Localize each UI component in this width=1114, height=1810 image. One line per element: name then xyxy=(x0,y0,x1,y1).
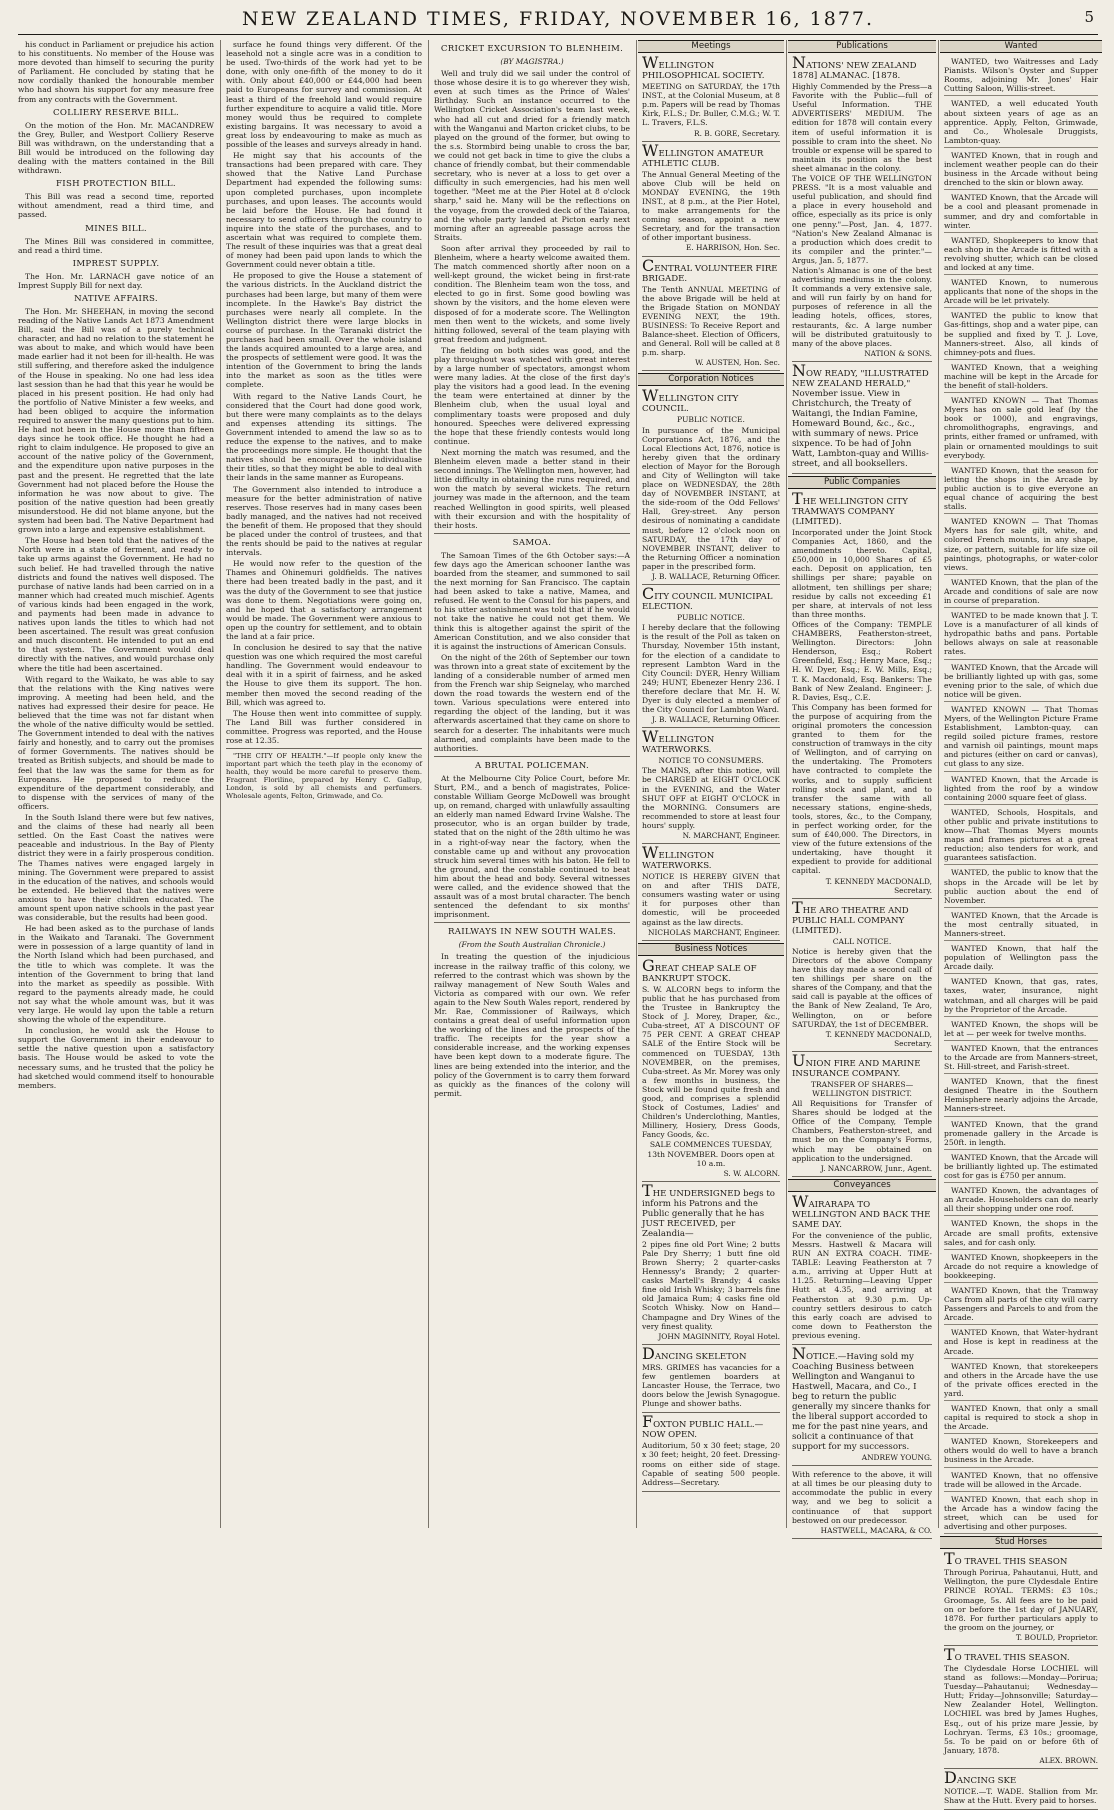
article-text: The fielding on both sides was good, and the play throughout was watched with great interest by a large number of spectators, amongst whom were many ladies. At the close of the first day's play the visitors had a good lead. In the evening the team were entertained at dinner by the Blenheim club, when the usual loyal and complimentary toasts were proposed and duly honoured. Speeches were delivered expressing the hope that these friendly contests would long continue. xyxy=(434,345,630,446)
article-text: He proposed to give the House a statement of the various districts. In the Auckland district the purchases had been large, but many of them were incomplete. In the Hawke's Bay district the purchases were nearly all complete. In the Wellington district there were large blocks in course of purchase. In the Taranaki district the purchases had been small. Over the whole island the lands acquired amounted to a large area, and the prospects of settlement were good. It was the intention of the Government to bring the lands into the market as soon as the titles were complete. xyxy=(226,271,422,390)
ad-heading: DANCING SKE xyxy=(944,1768,1017,1787)
ad-signature: J. B. WALLACE, Returning Officer. xyxy=(651,715,780,725)
ad-signature: N. MARCHANT, Engineer. xyxy=(682,831,780,840)
wanted-ad: WANTED KNOWN — That Thomas Myers has on sale gold leaf (by the book or 1000), and engravings, chromolithographs, engravings, and prints, either framed or unframed, with plain or ornamented mouldings to suit everybody. xyxy=(944,395,1098,463)
ad-body: NOTICE IS HEREBY GIVEN that on and after THIS DATE, consumers wasting water or using it for purposes other than domestic, will be proceeded against as the law directs. xyxy=(642,872,780,927)
wanted-ad: WANTED Known, that the entrances to the Arcade are from Manners-street, St. Hill-street, and Farish-street. xyxy=(944,1043,1098,1074)
article-text: In the South Island there were but few natives, and the claims of these had nearly all been settled. On the East Coast the natives were peaceable and industrious. In the Bay of Plenty district they were in a fairly prosperous condition. The Thames natives were engaged largely in mining. The Government were prepared to assist in the education of the natives, and schools would be extended. He believed that the natives were anxious to have their children educated. The amount spent upon native schools in the past year was considerable, but the results had been good. xyxy=(18,813,214,923)
ad-signature: T. KENNEDY MACDONALD, Secretary. xyxy=(825,876,932,895)
article-text: The House had been told that the natives of the North were in a state of ferment, and ready to take up arms against the Government. He had no such belief. He had travelled through the native districts and found the natives well disposed. The purchase of native lands had been carried on in a manner which had created much mischief. Agents of various kinds had been engaged in the work, and payments had been made in advance to natives upon lands the titles to which had not been ascertained. The result was great confusion and much discontent. He intended to put an end to that system. The Government would deal directly with the natives, and would purchase only where the title had been ascertained. xyxy=(18,536,214,673)
ad-subheading: CALL NOTICE. xyxy=(832,936,892,946)
ad-signature: W. AUSTEN, Hon. Sec. xyxy=(695,358,780,368)
divider xyxy=(226,748,422,749)
article-text: The Mines Bill was considered in committee, and read a third time. xyxy=(18,236,214,255)
section-banner-wanted: Wanted xyxy=(940,40,1102,53)
column-4 xyxy=(642,40,787,1528)
article-text: The Government also intended to introduce a measure for the better administration of native reserves. Those reserves had in many cases been badly managed, and the natives had not received the benefit of them. He proposed that they should be placed under the control of trustees, and that the rents should be paid to the natives at regular intervals. xyxy=(226,484,422,558)
advertisement xyxy=(792,489,932,899)
advertisement xyxy=(792,1191,932,1345)
ad-signature: T. BOULD, Proprietor. xyxy=(1015,1632,1098,1642)
wanted-ad: WANTED Known, that the Arcade will be brilliantly lighted up. The estimated cost for gas is £750 per annum. xyxy=(944,1152,1098,1183)
article-text: Well and truly did we sail under the control of those whose desire it is to go wherever they wish, even at such times as the Prince of Wales' Birthday. Such an instance occurred to the Wellington Cricket Association's team last week, who had all cut and dried for a friendly match with the Wanganui and Marton cricket clubs, to be played on the ground of the former, but owing to the s.s. Stormbird being unable to cross the bar, we could not get back in time to give the clubs a chance of friendly combat, but their commendable secretary, who is never at a loss to get over a difficulty in such emergencies, had his men well together. "Meet me at the Pier Hotel at 8 o'clock sharp," said he. Many will be the reflections on the voyage, from the crowded deck of the Taiaroa, and the whole party landed at Picton early next morning after an agreeable passage across the Straits. xyxy=(434,69,630,242)
ad-heading: THE WELLINGTON CITY TRAMWAYS COMPANY (LIMITED). xyxy=(792,489,908,527)
wanted-ad: WANTED Known, that Water-hydrant and Hose is kept in readiness at the Arcade. xyxy=(944,1327,1098,1358)
section-banner-publications: Publications xyxy=(788,40,936,53)
article-text: Next morning the match was resumed, and the Blenheim eleven made a better stand in their second innings. The Wellington men, however, had little difficulty in obtaining the runs required, and won the match by several wickets. The return journey was made in the afternoon, and the team reached Wellington in good spirits, well pleased with their excursion and with the hospitality of their hosts. xyxy=(434,447,630,530)
ad-body: Nation's Almanac is one of the best advertising mediums in the colony. It commands a very extensive sale, and will run fairly by on hand for purposes of reference in all the leading hotels, offices, stores, restaurants, &c. A large number will be distributed gratuitously to many of the above places. xyxy=(792,265,932,348)
wanted-ad: WANTED Known, that the Tramway Cars from all parts of the city will carry Passengers and Parcels to and from the Arcade. xyxy=(944,1285,1098,1325)
article-text: In conclusion, he would ask the House to support the Government in their endeavour to settle the native question upon a satisfactory basis. The House would be asked to vote the necessary sums, and he trusted that the policy he had sketched would commend itself to honourable members. xyxy=(18,1026,214,1090)
wanted-ad: WANTED Known, that the grand promenade gallery in the Arcade is 250ft. in length. xyxy=(944,1119,1098,1150)
section-banner-companies: Public Companies xyxy=(788,476,936,489)
wanted-ad: WANTED Known, that gas, rates, taxes, water, insurance, night watchman, and all charges will be paid by the Proprietor of the Arcade. xyxy=(944,976,1098,1016)
advertisement xyxy=(944,1768,1098,1810)
advertisement xyxy=(792,53,932,362)
article-text: At the Melbourne City Police Court, before Mr. Sturt, P.M., and a bench of magistrates, Police-constable William George McDowell was brought up, on remand, charged with unlawfully assaulting an elderly man named Edward Irvine Walshe. The prosecutor, who is an organ builder by trade, stated that on the night of the 28th ultimo he was in a right-of-way near the factory, when the constable came up and without any provocation struck him several times with his baton. He fell to the ground, and the constable continued to beat him about the head and body. Several witnesses were called, and the evidence showed that the assault was of a most brutal character. The bench sentenced the defendant to six months' imprisonment. xyxy=(434,773,631,920)
wanted-ad: WANTED, two Waitresses and Lady Pianists. Wilson's Oyster and Supper Rooms, adjoining Mr. Jones' Hair Cutting Saloon, Willis-street. xyxy=(944,56,1098,96)
ad-body: Offices of the Company: TEMPLE CHAMBERS, Featherston-street, Wellington. Directors: John Henderson, Esq.; Robert Greenfield, Esq.; Henry Mace, Esq.; H. W. Dyer, Esq.; E. W. Mills, Esq.; T. K. Macdonald, Esq. Bankers: The Bank of New Zealand. Engineer: J. R. Davies, Esq., C.E. xyxy=(792,619,932,702)
wanted-ad: WANTED Known, that half the population of Wellington pass the Arcade daily. xyxy=(944,943,1098,974)
article-text: He had been asked as to the purchase of lands in the Waikato and Taranaki. The Government were in possession of a large quantity of land in the North Island which had been purchased, and the title to which was complete. It was the intention of the Government to bring that land into the market as speedily as possible. With regard to the payments already made, he could not say what the whole amount was, but it was very large. He would lay upon the table a return showing the whole of the expenditure. xyxy=(18,924,214,1025)
wanted-ad: WANTED Known, shopkeepers in the Arcade do not require a knowledge of bookkeeping. xyxy=(944,1252,1098,1283)
article-text: This Bill was read a second time, reported without amendment, read a third time, and passed. xyxy=(18,192,214,220)
ad-signature: E. HARRISON, Hon. Sec. xyxy=(685,243,780,253)
ad-body: All Requisitions for Transfer of Shares should be lodged at the Office of the Company, Temple Chambers, Featherston-street, and must be on the Company's Forms, which may be obtained on application to the undersigned. xyxy=(792,1099,932,1163)
wanted-ad: WANTED Known, that the Arcade is the most centrally situated, in Manners-street. xyxy=(944,910,1098,941)
wanted-ad: WANTED KNOWN — That Thomas Myers, of the Wellington Picture Frame Establishment, Lambton-quay, can regild soiled picture frames, restore and varnish oil paintings, mount maps and pictures (either on card or canvas), cut glass to any size. xyxy=(944,704,1098,772)
article-text: In treating the question of the injudicious increase in the railway traffic of this colony, we referred to the contrast which was shown by the railway management of New South Wales and Victoria as compared with our own. We refer again to the New South Wales report, rendered by Mr. Rae, Commissioner of Railways, which contains a great deal of useful information upon the working of the lines and the prospects of the traffic. The receipts for the year show a considerable increase, and the working expenses have been kept down to a moderate figure. The lines are being extended into the interior, and the policy of the Government is to carry them forward as quickly as the finances of the colony will permit. xyxy=(434,952,630,1098)
ad-signature: R. B. GORE, Secretary. xyxy=(694,128,780,138)
section-heading: FISH PROTECTION BILL. xyxy=(56,179,176,190)
ad-body: MEETING on SATURDAY, the 17th INST., at the Colonial Museum, at 8 p.m. Papers will be read by Thomas Kirk, F.L.S.; Dr. Buller, C.M.G.; W. T. L. Travers, F.L.S. xyxy=(642,82,780,128)
wanted-ad: WANTED Known, that the plan of the Arcade and conditions of sale are now in course of preparation. xyxy=(944,577,1098,608)
divider xyxy=(434,756,630,757)
ad-subheading: PUBLIC NOTICE. xyxy=(677,613,745,623)
ad-heading: NATIONS' NEW ZEALAND 1878] ALMANAC. [1878. xyxy=(792,53,917,82)
article-text: his conduct in Parliament or prejudice his action to his constituents. No member of the House was more devoted than himself to securing the purity of Parliament. He concluded by stating that he now cordially thanked the honourable member who had shown his support for any measure free from any contracts with the Government. xyxy=(18,40,214,104)
advertisement xyxy=(642,140,780,257)
ad-body: The MAINS, after this notice, will be CHARGED at EIGHT O'CLOCK in the EVENING, and the Water SHUT OFF at EIGHT O'CLOCK in the MORNING. Consumers are recommended to store at least four hours' supply. xyxy=(642,766,780,830)
article-text: The Hon. Mr. LARNACH gave notice of an Imprest Supply Bill for next day. xyxy=(18,271,214,290)
column-1 xyxy=(18,40,221,1528)
divider xyxy=(434,533,630,534)
footnote-text: "THE CITY OF HEALTH."—If people only knew the important part which the teeth play in the economy of health, they would be more careful to preserve them. Fragrant Floriline, prepared by Henry C. Gallup, London, is sold by all chemists and perfumers. Wholesale agents, Felton, Grimwade, and Co. xyxy=(226,752,422,801)
advertisement xyxy=(642,584,780,728)
divider xyxy=(434,922,630,923)
advertisement xyxy=(642,255,780,372)
ad-heading: NOW READY, "ILLUSTRATED NEW ZEALAND HERALD," November issue. View in Christchurch, the Treaty of Waitangi, the Indian Famine, Homeward Bound, &c., &c., with summary of news. Price sixpence. To be had of John Watt, Lambton-quay and Willis-street, and all booksellers. xyxy=(792,360,929,469)
advertisement xyxy=(944,1644,1098,1769)
section-banner-business: Business Notices xyxy=(638,943,784,956)
advertisement xyxy=(642,53,780,142)
advertisement xyxy=(642,1412,780,1491)
ad-heading: GREAT CHEAP SALE OF BANKRUPT STOCK. xyxy=(642,955,757,984)
wanted-ad: WANTED Known, to numerous applicants that none of the shops in the Arcade will be let privately. xyxy=(944,277,1098,308)
ad-body: Through Porirua, Pahautanui, Hutt, and Wellington, the pure Clydesdale Entire PRINCE ROYAL. TERMS: £3 10s.; Groomage, 5s. All fees are to be paid on or before the 1st day of JANUARY, 1878. For further particulars apply to the groom on the journey, or xyxy=(944,1568,1098,1632)
byline: (BY MAGISTRA.) xyxy=(500,57,564,66)
ad-heading: WAIRARAPA TO WELLINGTON AND BACK THE SAME DAY. xyxy=(792,1191,931,1230)
ad-signature: HASTWELL, MACARA, & CO. xyxy=(820,1525,932,1535)
wanted-ad: WANTED the public to know that Gas-fittings, shop and a water pipe, can be supplied and fixed by T. J. Love, Manners-street. Also, all kinds of chimney-pots and flues. xyxy=(944,310,1098,359)
column-5 xyxy=(792,40,939,1535)
article-text: With regard to the Native Lands Court, he considered that the Court had done good work, but there were many complaints as to the delays and expenses attending its sittings. The Government intended to amend the law so as to reduce the expense to the natives, and to make the proceedings more simple. He thought that the natives should be encouraged to individualise their titles, so that they might be able to deal with their lands in the same manner as Europeans. xyxy=(226,391,422,483)
ad-signature: JOHN MAGINNITY, Royal Hotel. xyxy=(658,1331,780,1341)
ad-heading: CITY COUNCIL MUNICIPAL ELECTION. xyxy=(642,584,773,613)
wanted-ad: WANTED to be made known that J. T. Love is a manufacturer of all kinds of hydropathic baths and pans. Portable bellows always on sale at reasonable rates. xyxy=(944,610,1098,659)
advertisement xyxy=(642,727,780,844)
article-text: In conclusion he desired to say that the native question was one which required the most careful handling. The Government would endeavour to deal with it in a spirit of fairness, and he asked the House to give them its support. The hon. member then moved the second reading of the Bill, which was agreed to. xyxy=(226,643,422,707)
ad-signature: ANDREW YOUNG. xyxy=(861,1453,932,1463)
masthead xyxy=(18,4,1098,35)
section-banner-corporation: Corporation Notices xyxy=(638,373,784,386)
ad-signature: J. NANCARROW, Junr., Agent. xyxy=(820,1163,932,1173)
ad-body: This Company has been formed for the purpose of acquiring from the original promoters the concession granted to them for the construction of tramways in the city of Wellington, and of carrying on the undertaking. The Promoters have contracted to complete the works, and to supply sufficient rolling stock and plant, and to transfer the same with all necessary stations, engine-sheds, tools, stores, &c., to the Company, in perfect working order, for the sum of £40,000. The Directors, in view of the future extensions of the undertaking, have thought it expedient to provide for additional capital. xyxy=(792,702,932,876)
ad-body: Auditorium, 50 x 30 feet; stage, 20 x 30 feet; height, 20 feet. Dressing-rooms on either side of stage. Capable of seating 500 people. Address—Secretary. xyxy=(642,1441,780,1487)
advertisement xyxy=(642,386,780,585)
ad-subheading: PUBLIC NOTICE. xyxy=(677,415,745,425)
section-heading: MINES BILL. xyxy=(85,223,147,234)
ad-body: For the convenience of the public, Messrs. Hastwell & Macara will RUN AN EXTRA COACH. TIME-TABLE: Leaving Featherston at 7 a.m., arriving at Upper Hutt at 11.25. Returning—Leaving Upper Hutt at 4.35, and arriving at Featherston at 9.30 p.m. Up-country settlers desirous to catch this early coach are advised to come down to Featherston the previous evening. xyxy=(792,1230,932,1340)
wanted-list xyxy=(944,56,1098,1534)
article-headline: A BRUTAL POLICEMAN. xyxy=(474,760,590,771)
wanted-ad: WANTED Known, that no offensive trade will be allowed in the Arcade. xyxy=(944,1470,1098,1492)
advertisement xyxy=(642,1343,780,1413)
ad-heading: UNION FIRE AND MARINE INSURANCE COMPANY. xyxy=(792,1050,921,1079)
ad-heading: WELLINGTON CITY COUNCIL. xyxy=(642,386,739,415)
wanted-ad: WANTED Known, Storekeepers and others would do well to have a branch business in the Arcade. xyxy=(944,1436,1098,1467)
advertisement xyxy=(642,955,780,1182)
article-text: He would now refer to the question of the Thames and Ohinemuri goldfields. The natives there had been treated badly in the past, and it was the duty of the Government to see that justice was done to them. Negotiations were going on, and he hoped that a satisfactory arrangement would be made. The Government were anxious to open up the country for settlement, and to obtain the land at a fair price. xyxy=(226,559,422,641)
ad-heading: WELLINGTON AMATEUR ATHLETIC CLUB. xyxy=(642,140,764,169)
ad-heading: TO TRAVEL THIS SEASON xyxy=(944,1549,1068,1569)
ad-body: Incorporated under the Joint Stock Companies Act, 1860, and the amendments thereto. Capital, £50,000 in 10,000 Shares of £5 each. Deposit on application, ten shillings per share; payable on allotment, ten shillings per share; residue by calls not exceeding £1 per share, at intervals of not less than three months. xyxy=(792,528,932,619)
ad-subheading: SALE COMMENCES TUESDAY, 13th NOVEMBER. Doors open at 10 a.m. xyxy=(647,1140,775,1168)
ad-heading: FOXTON PUBLIC HALL.—NOW OPEN. xyxy=(642,1412,764,1441)
ad-heading: TO TRAVEL THIS SEASON. xyxy=(944,1644,1070,1664)
section-heading: COLLIERY RESERVE BILL. xyxy=(52,107,180,118)
article-text: On the night of the 26th of September our town was thrown into a great state of excitement by the landing of a considerable number of armed men from the French war ship Seignelay, who marched down the road towards the western end of the town. Various speculations were entered into regarding the object of the landing, but it was afterwards ascertained that they came on shore to search for a deserter. The inhabitants were much alarmed, and complaints have been made to the authorities. xyxy=(434,652,630,753)
wanted-ad: WANTED Known, the advantages of an Arcade. Householders can do nearly all their shopping under one roof. xyxy=(944,1185,1098,1216)
article-text: Soon after arrival they proceeded by rail to Blenheim, where a hearty welcome awaited them. The match commenced shortly after noon on a well-kept ground, the wicket being in first-rate condition. The Blenheim team won the toss, and elected to go in first. Some good bowling was shown by the visitors, and the home eleven were disposed of for a moderate score. The Wellington men then went to the wickets, and some lively hitting followed, several of the team playing with great freedom and judgment. xyxy=(434,243,630,344)
article-text: He might say that his accounts of the transactions had been prepared with care. They showed that the Native Land Purchase Department had expended the following sums: upon completed purchases, upon incomplete purchases, and upon leases. The accounts would be laid before the House. He had found it necessary to send officers through the country to inquire into the state of the purchases, and to ascertain what was required to complete them. The result of these inquiries was that a great deal of money had been paid upon lands to which the Government could never obtain a title. xyxy=(226,151,422,270)
ad-body: I hereby declare that the following is the result of the Poll as taken on Thursday, November 15th instant, for the election of a candidate to represent Lambton Ward in the City Council: DYER, Henry William 249; HUNT, Ebenezer Henry 236. I therefore declare that Mr. H. W. Dyer is duly elected a member of the City Council for Lambton Ward. xyxy=(642,623,780,715)
ad-heading: WELLINGTON WATERWORKS. xyxy=(642,843,715,872)
article-text: The Hon. Mr. SHEEHAN, in moving the second reading of the Native Lands Act 1873 Amendment Bill, said the Bill was of a purely technical character, and had no relation to the statement he was about to make, and which would have been made earlier had it not been for ill-health. He was still suffering, and therefore asked the indulgence of the House in speaking. No one had less idea last session than he had that this year he would be placed in his present position. He had only had the portfolio of Native Minister a few weeks, and had been obliged to acquire the information required to answer the many questions put to him. He had not been in the House more than fifteen days since he took office. He thought he had a right to claim indulgence. He proposed to give an account of the native policy of the Government, and the expenditure upon native purposes in the past and the present. He regretted that the late Government had not placed before the House the information he was now about to give. The position of the native question had been greatly misunderstood. He did not blame anyone, but the system had been bad. The Native Department had grown into a large and expensive establishment. xyxy=(18,306,214,535)
ad-subheading: NOTICE TO CONSUMERS. xyxy=(658,756,764,766)
wanted-ad: WANTED, Schools, Hospitals, and other public and private institutions to know—That Thomas Myers mounts maps and frames pictures at a great reduction; also tenders for work, and guarantees satisfaction. xyxy=(944,807,1098,866)
column-3 xyxy=(434,40,637,1528)
ad-heading: THE UNDERSIGNED begs to inform his Patrons and the Public generally that he has JUST RECEIVED, per Zealandia— xyxy=(642,1180,775,1239)
wanted-ad: WANTED, the public to know that the shops in the Arcade will be let by public auction about the end of November. xyxy=(944,867,1098,907)
advertisement xyxy=(642,843,780,941)
section-banner-conveyances: Conveyances xyxy=(788,1179,936,1192)
article-text: surface he found things very different. Of the leasehold not a single acre was in a condition to be used. Two-thirds of the work had yet to be done, with only one-fifth of the money to do it with. Only about £40,000 or £44,000 had been paid to Europeans for survey and commission. At least a third of the freehold land would require further expenditure to acquire a valid title. More money would thus be required to complete existing bargains. It was necessary to avoid a great loss by endeavouring to make as much as possible of the leases and surveys already in hand. xyxy=(226,40,422,150)
wanted-ad: WANTED KNOWN — That Thomas Myers has for sale gilt, white, and colored French mounts, in any shape, size, or pattern, suitable for life size oil paintings, photographs, or water-color views. xyxy=(944,516,1098,575)
article-headline: CRICKET EXCURSION TO BLENHEIM. xyxy=(440,44,624,54)
section-banner-stud-horses: Stud Horses xyxy=(940,1536,1102,1549)
wanted-ad: WANTED, Shopkeepers to know that each shop in the Arcade is fitted with a revolving shutter, which can be closed and locked at any time. xyxy=(944,235,1098,275)
article-text: The Samoan Times of the 6th October says:—A few days ago the American schooner Ianthe was boarded from the steamer, and summoned to sail the next morning for San Francisco. The captain had been asked to take a native, Mamea, and refused. He went to the Consul for his papers, and to his utter astonishment was told that if he would not take the native he could not get them. We think this is altogether against the spirit of the American Constitution, and we also consider that it is against the instructions of American Consuls. xyxy=(434,550,630,651)
wanted-ad: WANTED Known, that the Arcade will be brilliantly lighted up with gas, some evening prior to the sale, of which due notice will be given. xyxy=(944,662,1098,702)
ad-signature: J. B. WALLACE, Returning Officer. xyxy=(651,572,780,582)
wanted-ad: WANTED Known, that in rough and inclement weather people can do their business in the Arcade without being drenched to the skin or blown away. xyxy=(944,150,1098,190)
article-headline: SAMOA. xyxy=(512,537,552,548)
wanted-ad: WANTED Known, that the Arcade will be a cool and pleasant promenade in summer, and dry and comfortable in winter. xyxy=(944,192,1098,232)
column-6 xyxy=(944,40,1098,1806)
advertisement xyxy=(792,1050,932,1177)
advertisement xyxy=(792,1344,932,1466)
article-text: The House then went into committee of supply. The Land Bill was further considered in committee. Progress was reported, and the House rose at 12.35. xyxy=(226,708,422,746)
ad-body: S. W. ALCORN begs to inform the public that he has purchased from the Trustee in Bankruptcy the Stock of J. Morey, Draper, &c., Cuba-street, AT A DISCOUNT OF 75 PER CENT. A GREAT CHEAP SALE of the Entire Stock will be commenced on TUESDAY, 13th NOVEMBER, on the premises, Cuba-street. As Mr. Morey was only a few months in business, the Stock will be found quite fresh and good, and comprises a splendid Stock of Costumes, Ladies' and Children's Underclothing, Mantles, Millinery, Hosiery, Dress Goods, Fancy Goods, &c. xyxy=(642,984,780,1140)
ad-body: In pursuance of the Municipal Corporations Act, 1876, and the Local Elections Act, 1876, notice is hereby given that the ordinary election of Mayor for the Borough and City of Wellington will take place on WEDNESDAY, the 28th day of NOVEMBER INSTANT, at the side-room of the Odd Fellows' Hall, Grey-street. Any person desirous of nominating a candidate must, before 12 o'clock noon on SATURDAY, the 17th day of NOVEMBER INSTANT, deliver to the Returning Officer a nomination paper in the prescribed form. xyxy=(642,425,780,571)
wanted-ad: WANTED Known, that the season for letting the shops in the Arcade by public auction is to give everyone an equal chance of acquiring the best stalls. xyxy=(944,465,1098,514)
wanted-ad: WANTED, a well educated Youth about sixteen years of age as an apprentice. Apply, Felton, Grimwade, and Co., Wholesale Druggists, Lambton-quay. xyxy=(944,98,1098,147)
ad-body: The VOICE OF THE WELLINGTON PRESS. "It is a most valuable and useful publication, and should find a place in every household and office, especially as its price is only one penny."—Post, Jan. 4, 1877. "Nation's New Zealand Almanac is a production which does credit to its compiler and the printer."—Argus, Jan. 5, 1877. xyxy=(792,174,932,265)
ad-body: The Tenth ANNUAL MEETING of the above Brigade will be held at the Brigade Station on MONDAY EVENING NEXT, the 19th. BUSINESS: To Receive Report and Balance-sheet. Election of Officers, and General. Roll will be called at 8 p.m. sharp. xyxy=(642,284,780,358)
ad-body: The Annual General Meeting of the above Club will be held on MONDAY EVENING, the 19th INST., at 8 p.m., at the Pier Hotel, to make arrangements for the coming season, appoint a new Secretary, and for the transaction of other important business. xyxy=(642,169,780,243)
wanted-ad: WANTED Known, that the Arcade is lighted from the roof by a window containing 2000 square feet of glass. xyxy=(944,774,1098,805)
wanted-ad: WANTED Known, that the finest designed Theatre in the Southern Hemisphere nearly adjoins the Arcade, Manners-street. xyxy=(944,1076,1098,1116)
ad-body: 2 pipes fine old Port Wine; 2 butts Pale Dry Sherry; 1 butt fine old Brown Sherry; 2 quarter-casks Hennessy's Brandy; 2 quarter-casks Martell's Brandy; 4 casks fine old Irish Whisky; 3 barrels fine old Jamaica Rum; 4 casks fine old Scotch Whisky. Now on Hand—Champagne and Dry Wines of the very finest quality. xyxy=(642,1239,780,1331)
ad-body: Highly Commended by the Press—a Favorite with the Public—full of Useful Information. THE ADVERTISERS' MEDIUM. The edition for 1878 will contain every item of useful information it is possible to cram into the sheet. No trouble or expense will be spared to maintain its position as the best sheet almanac in the colony. xyxy=(792,82,932,173)
ad-body: MRS. GRIMES has vacancies for a few gentlemen boarders at Lancaster House, the Terrace, two doors below the Jewish Synagogue. Plunge and shower baths. xyxy=(642,1362,780,1409)
article-text: With regard to the Waikato, he was able to say that the relations with the King natives were improving. A meeting had been held, and the natives had expressed their desire for peace. He believed that the time was not far distant when the whole of the native difficulty would be settled. The Government intended to deal with the natives fairly and honestly, and to carry out the promises of former Governments. The natives should be treated as British subjects, and should be made to feel that the law was the same for them as for Europeans. He proposed to reduce the expenditure of the department considerably, and to dispense with the services of many of the officers. xyxy=(18,674,214,811)
wanted-ad: WANTED Known, the shops in the Arcade are small profits, extensive sales, and for cash only. xyxy=(944,1218,1098,1249)
ad-heading: THE ARO THEATRE AND PUBLIC HALL COMPANY (LIMITED). xyxy=(792,897,909,936)
page-number: 5 xyxy=(1084,8,1094,26)
advertisement xyxy=(642,1180,780,1345)
ad-signature: S. W. ALCORN. xyxy=(723,1168,780,1178)
section-heading: IMPREST SUPPLY. xyxy=(72,258,160,269)
wanted-ad: WANTED Known, that only a small capital is required to stock a shop in the Arcade. xyxy=(944,1403,1098,1434)
source-credit: (From the South Australian Chronicle.) xyxy=(458,940,606,950)
advertisement xyxy=(792,360,932,474)
ad-heading: CENTRAL VOLUNTEER FIRE BRIGADE. xyxy=(642,255,778,284)
advertisement xyxy=(792,897,932,1052)
advertisement xyxy=(792,1468,932,1539)
ad-signature: NICHOLAS MARCHANT, Engineer. xyxy=(648,927,780,937)
section-banner-meetings: Meetings xyxy=(638,40,784,53)
newspaper-title: NEW ZEALAND TIMES, FRIDAY, NOVEMBER 16, 1877. xyxy=(241,8,875,30)
article-text: On the motion of the Hon. Mr. MACANDREW the Grey, Buller, and Westport Colliery Reserve Bill was withdrawn, on the understanding that a Bill would be introduced on the following day dealing with the matters contained in the Bill withdrawn. xyxy=(18,120,214,176)
column-2 xyxy=(226,40,429,1528)
ad-heading: WELLINGTON WATERWORKS. xyxy=(642,727,715,756)
wanted-ad: WANTED Known, that storekeepers and others in the Arcade have the use of the private offices erected in the yard. xyxy=(944,1361,1098,1401)
ad-heading: WELLINGTON PHILOSOPHICAL SOCIETY. xyxy=(642,53,765,82)
ad-signature: NATION & SONS. xyxy=(864,348,932,358)
article-headline: RAILWAYS IN NEW SOUTH WALES. xyxy=(447,927,617,938)
ad-heading: DANCING SKELETON xyxy=(642,1343,747,1363)
ad-body: With reference to the above, it will at all times be our pleasing duty to accommodate the public in every way, and we beg to solicit a continuance of that support bestowed on our predecessor. xyxy=(792,1470,932,1525)
section-heading: NATIVE AFFAIRS. xyxy=(74,293,158,304)
advertisement xyxy=(944,1549,1098,1646)
ad-body: NOTICE.—T. WADE. Stallion from Mr. Shaw at the Hutt. Every paid to horses. xyxy=(944,1787,1098,1806)
ad-body: Notice is hereby given that the Directors of the above Company have this day made a second call of ten shillings per share on the shares of the Company, and that the said call is payable at the offices of the Bank of New Zealand, Te Aro, Wellington, on or before SATURDAY, the 1st of DECEMBER. xyxy=(792,946,932,1029)
wanted-ad: WANTED Known, that each shop in the Arcade has a window facing the street, which can be used for advertising and other purposes. xyxy=(944,1494,1098,1534)
ad-signature: T. KENNEDY MACDONALD, Secretary. xyxy=(825,1029,932,1048)
ad-body: The Clydesdale Horse LOCHIEL will stand as follows:—Monday—Porirua; Tuesday—Pahautanui; Wednesday—Hutt; Friday—Johnsonville; Saturday—New Zealander Hotel, Wellington. LOCHIEL was bred by James Hughes, Esq., out of his prize mare Jessie, by Lochryan. Terms, £3 10s.; groomage, 5s. To be paid on or before 6th of January, 1878. xyxy=(944,1663,1098,1755)
wanted-ad: WANTED Known, the shops will be let at — per week for twelve months. xyxy=(944,1019,1098,1041)
ad-subheading: TRANSFER OF SHARES—WELLINGTON DISTRICT. xyxy=(810,1079,914,1098)
ad-heading: NOTICE.—Having sold my Coaching Business between Wellington and Wanganui to Hastwell, Macara, and Co., I beg to return the public generally my sincere thanks for the liberal support accorded to me for the past nine years, and solicit a continuance of that support for my successors. xyxy=(792,1344,931,1453)
ad-signature: ALEX. BROWN. xyxy=(1039,1755,1098,1765)
wanted-ad: WANTED Known, that a weighing machine will be kept in the Arcade for the benefit of stall-holders. xyxy=(944,362,1098,393)
